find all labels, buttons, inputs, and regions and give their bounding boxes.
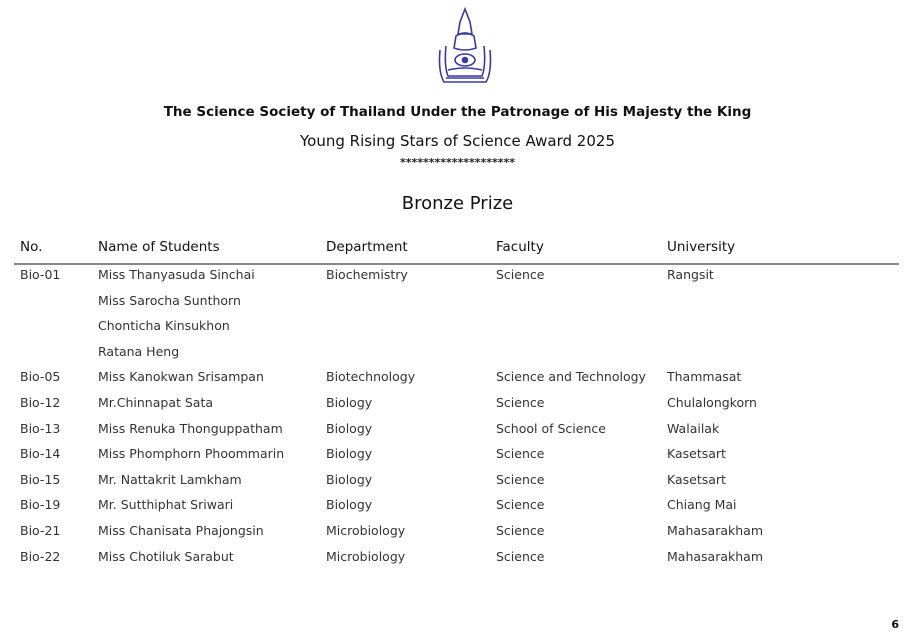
separator-stars: ******************** [399, 156, 516, 169]
table-cell-student-name: Miss Sarocha Sunthorn [98, 292, 241, 308]
table-cell-student-name: Ratana Heng [98, 343, 180, 359]
society-emblem-logo [436, 6, 494, 86]
table-cell-department: Biology [326, 420, 373, 436]
table-cell-number: Bio-15 [20, 471, 61, 487]
table-cell-number: Bio-19 [20, 497, 61, 513]
table-cell-faculty: Science [496, 446, 545, 462]
table-cell-faculty: Science [496, 267, 545, 282]
table-cell-number: Bio-21 [20, 523, 61, 538]
table-cell-number: Bio-12 [20, 395, 61, 410]
table-cell-number: Bio-14 [20, 446, 61, 462]
table-cell-student-name: Chonticha Kinsukhon [98, 318, 230, 334]
table-cell-number: Bio-01 [20, 267, 61, 282]
column-header-student-name: Name of Students [98, 239, 220, 255]
table-cell-student-name: Miss Thanyasuda Sinchai [98, 267, 255, 282]
table-cell-number: Bio-22 [20, 548, 61, 564]
table-cell-student-name: Miss Phomphorn Phoommarin [98, 446, 285, 462]
table-cell-department: Biochemistry [326, 267, 408, 282]
table-cell-department: Microbiology [326, 523, 406, 538]
table-cell-department: Biology [326, 395, 373, 410]
table-cell-department: Microbiology [326, 548, 406, 564]
table-cell-faculty: Science and Technology [496, 369, 646, 385]
table-cell-university: Kasetsart [667, 471, 726, 487]
table-cell-student-name: Mr. Nattakrit Lamkham [98, 471, 242, 487]
table-cell-university: Walailak [667, 420, 720, 436]
table-cell-university: Chiang Mai [667, 497, 737, 513]
table-cell-department: Biology [326, 446, 373, 462]
table-cell-number: Bio-05 [20, 369, 61, 385]
table-cell-student-name: Mr. Sutthiphat Sriwari [98, 497, 234, 513]
award-title: Young Rising Stars of Science Award 2025 [300, 132, 615, 150]
page-number: 6 [891, 618, 899, 631]
table-cell-university: Rangsit [667, 267, 714, 282]
table-cell-university: Chulalongkorn [667, 395, 757, 410]
table-cell-student-name: Miss Kanokwan Srisampan [98, 369, 264, 385]
table-cell-faculty: Science [496, 548, 545, 564]
organization-title: The Science Society of Thailand Under the Patronage of His Majesty the King [163, 104, 752, 120]
table-cell-university: Thammasat [667, 369, 742, 385]
prize-title: Bronze Prize [401, 193, 514, 214]
table-cell-department: Biology [326, 471, 373, 487]
column-header-university: University [667, 239, 736, 255]
table-cell-faculty: Science [496, 471, 545, 487]
table-cell-university: Mahasarakham [667, 548, 763, 564]
table-cell-faculty: School of Science [496, 420, 606, 436]
table-cell-department: Biotechnology [326, 369, 416, 385]
table-cell-number: Bio-13 [20, 420, 61, 436]
table-cell-student-name: Miss Chanisata Phajongsin [98, 523, 264, 538]
column-header-faculty: Faculty [496, 239, 544, 255]
table-cell-student-name: Miss Renuka Thonguppatham [98, 420, 283, 436]
table-cell-faculty: Science [496, 395, 545, 410]
table-cell-faculty: Science [496, 497, 545, 513]
header-divider [14, 263, 899, 265]
column-header-number: No. [20, 239, 43, 255]
table-cell-university: Mahasarakham [667, 523, 763, 538]
table-cell-faculty: Science [496, 523, 545, 538]
table-cell-student-name: Miss Chotiluk Sarabut [98, 548, 234, 564]
table-cell-student-name: Mr.Chinnapat Sata [98, 395, 214, 410]
table-cell-department: Biology [326, 497, 373, 513]
column-header-department: Department [326, 239, 408, 255]
table-cell-university: Kasetsart [667, 446, 726, 462]
